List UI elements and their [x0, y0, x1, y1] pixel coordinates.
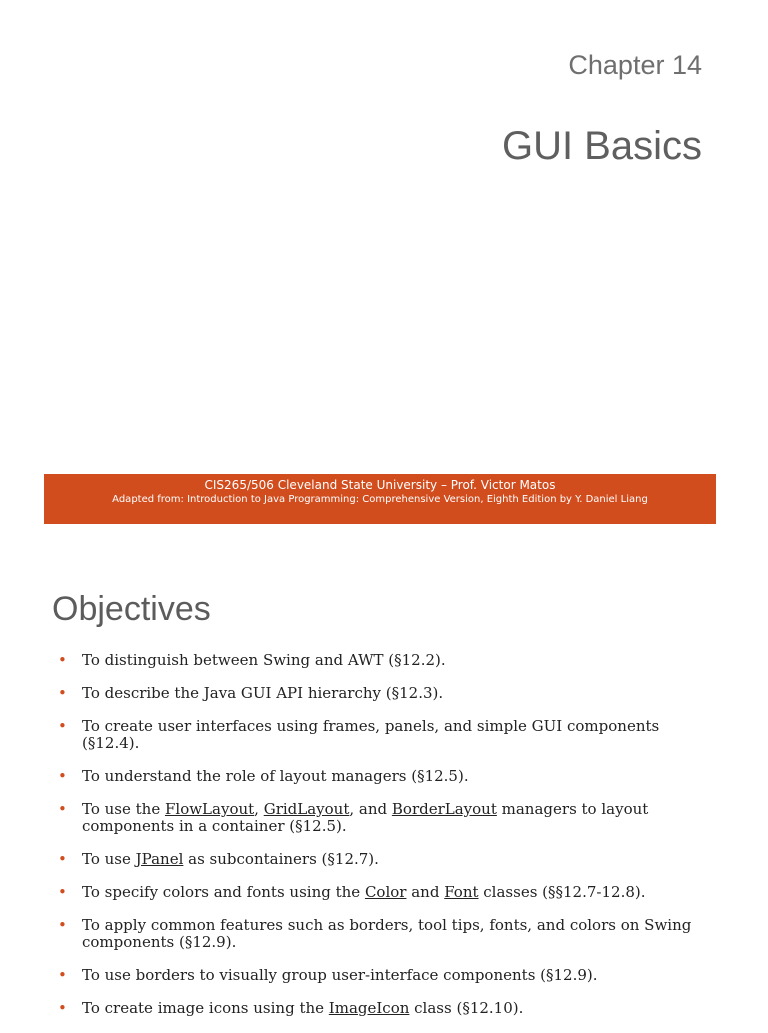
slide-title: GUI Basics — [501, 124, 702, 168]
bullet-icon: • — [58, 767, 67, 785]
bullet-icon: • — [58, 966, 67, 984]
imageicon-term: ImageIcon — [328, 999, 410, 1017]
bullet-icon: • — [58, 684, 67, 702]
objective-item: • To use borders to visually group user-interface components (§12.9). — [58, 966, 598, 984]
source-attribution: Adapted from: Introduction to Java Programming: Comprehensive Version, Eighth Edition by Y. Daniel Liang — [112, 494, 648, 505]
borderlayout-term: BorderLayout — [391, 800, 497, 818]
objectives-heading: Objectives — [52, 590, 211, 628]
objectives-slide — [0, 540, 768, 1024]
chapter-label: Chapter 14 — [568, 50, 702, 80]
course-info: CIS265/506 Cleveland State University – Prof. Victor Matos — [204, 478, 556, 492]
objective-item: • To distinguish between Swing and AWT (§12.2). — [58, 651, 446, 669]
flowlayout-term: FlowLayout — [164, 800, 255, 818]
objective-item: • To describe the Java GUI API hierarchy (§12.3). — [58, 684, 444, 702]
bullet-icon: • — [58, 850, 67, 868]
bullet-icon: • — [58, 800, 67, 818]
bullet-icon: • — [58, 883, 67, 901]
objective-item: • To create user interfaces using frames, panels, and simple GUI components (§12.4). — [58, 717, 660, 752]
jpanel-term: JPanel — [135, 850, 184, 868]
color-term: Color — [364, 883, 407, 901]
objective-item: • To apply common features such as borders, tool tips, fonts, and colors on Swing components (§12.9). — [58, 916, 692, 951]
objective-item: • To create image icons using the ImageIcon class (§12.10). — [58, 999, 524, 1017]
bullet-icon: • — [58, 717, 67, 735]
bullet-icon: • — [58, 999, 67, 1017]
objectives-list — [58, 652, 708, 1033]
bullet-icon: • — [58, 916, 67, 934]
objective-item: • To specify colors and fonts using the Color and Font classes (§§12.7-12.8). — [58, 883, 646, 901]
course-banner — [44, 474, 716, 524]
objective-item: • To use the FlowLayout, GridLayout, and BorderLayout managers to layout components in a container (§12.5). — [58, 800, 649, 835]
gridlayout-term: GridLayout — [263, 800, 350, 818]
font-term: Font — [444, 883, 479, 901]
objective-item: • To understand the role of layout managers (§12.5). — [58, 767, 469, 785]
bullet-icon: • — [58, 651, 67, 669]
objective-item: • To use JPanel as subcontainers (§12.7). — [58, 850, 379, 868]
